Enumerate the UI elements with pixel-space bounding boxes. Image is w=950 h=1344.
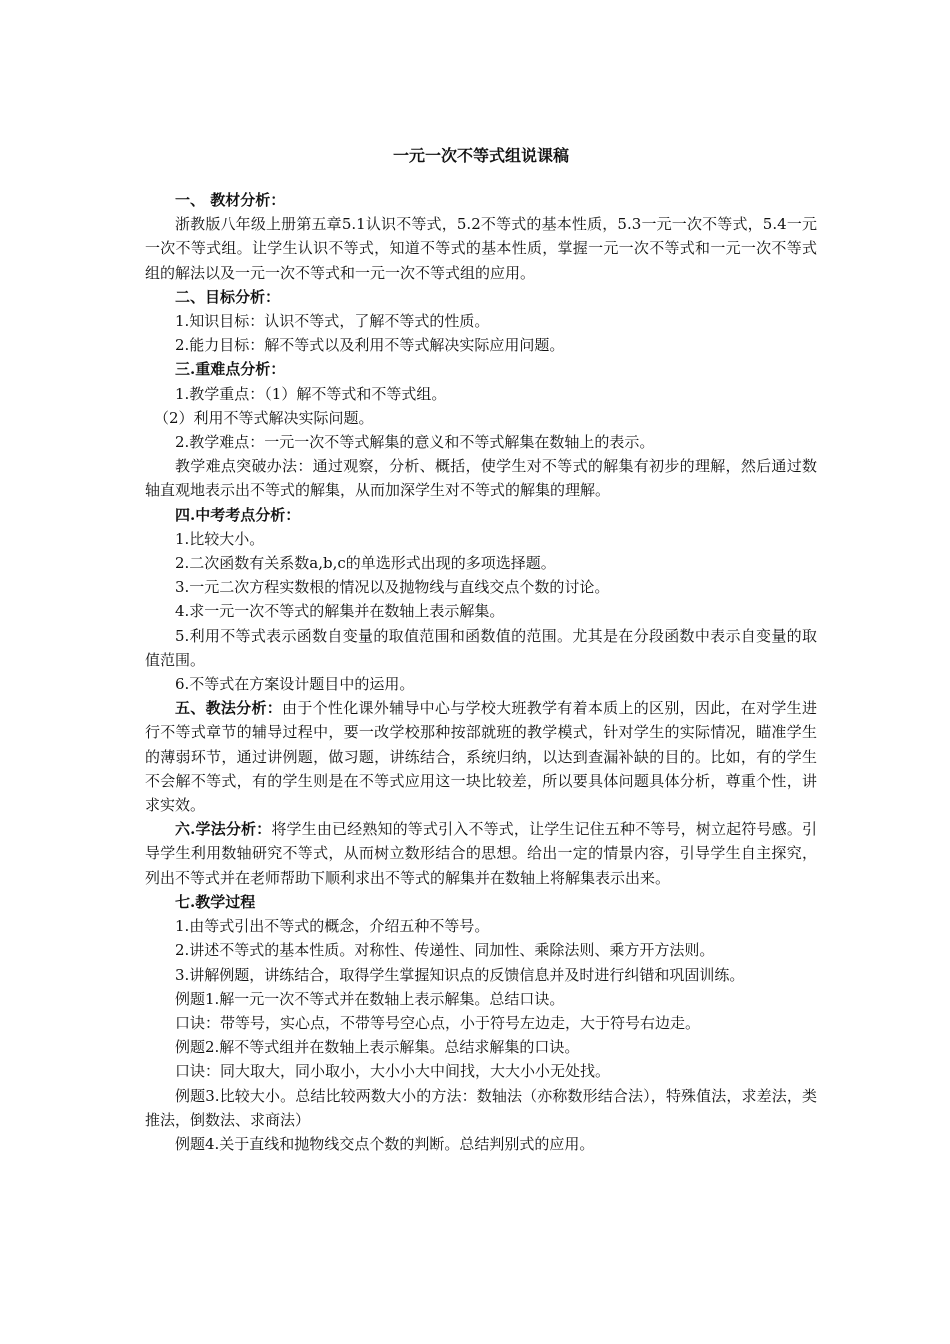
section-heading-exam-points: 四.中考考点分析： bbox=[175, 505, 301, 524]
exam-point-item: 3.一元二次方程实数根的情况以及抛物线与直线交点个数的讨论。 bbox=[175, 578, 610, 597]
goal-item: 2.能力目标：解不等式以及利用不等式解决实际应用问题。 bbox=[175, 336, 565, 355]
section-learning-method bbox=[145, 817, 817, 890]
difficulty-method: 教学难点突破办法：通过观察，分析、概括，使学生对不等式的解集有初步的理解，然后通过数轴直观地表示出不等式的解集，从而加深学生对不等式的解集的理解。 bbox=[145, 457, 817, 500]
section-heading-teaching-method: 五、教法分析： bbox=[175, 699, 283, 718]
section-body-textbook: 浙教版八年级上册第五章5.1认识不等式，5.2不等式的基本性质，5.3一元一次不等式，5.4一元一次不等式组。让学生认识不等式，知道不等式的基本性质，掌握一元一次不等式和一元一次不等式组的解法以及一元一次不等式和一元一次不等式组的应用。 bbox=[145, 215, 817, 282]
exam-point-item: 2.二次函数有关系数a,b,c的单选形式出现的多项选择题。 bbox=[175, 554, 556, 573]
section-heading-textbook: 一、 教材分析： bbox=[175, 191, 286, 209]
key-point-item: 2.教学难点：一元一次不等式解集的意义和不等式解集在数轴上的表示。 bbox=[175, 433, 655, 452]
process-item: 口诀：同大取大，同小取小，大小小大中间找，大大小小无处找。 bbox=[175, 1062, 611, 1081]
section-body-learning-method: 将学生由已经熟知的等式引入不等式，让学生记住五种不等号，树立起符号感。引导学生利用数轴研究不等式，从而树立数形结合的思想。给出一定的情景内容，引导学生自主探究，列出不等式并在老师帮助下顺利求出不等式的解集并在数轴上将解集表示出来。 bbox=[145, 820, 817, 887]
section-heading-learning-method: 六.学法分析： bbox=[175, 820, 272, 839]
process-item: 例题1.解一元一次不等式并在数轴上表示解集。总结口诀。 bbox=[175, 989, 565, 1008]
process-example: 例题3.比较大小。总结比较两数大小的方法：数轴法（亦称数形结合法），特殊值法，求差法，类推法，倒数法、求商法） bbox=[145, 1086, 817, 1129]
process-item: 3.讲解例题，讲练结合，取得学生掌握知识点的反馈信息并及时进行纠错和巩固训练。 bbox=[175, 965, 745, 984]
exam-point-item: 1.比较大小。 bbox=[175, 529, 265, 548]
exam-point-item: 5.利用不等式表示函数自变量的取值范围和函数值的范围。尤其是在分段函数中表示自变量的取值范围。 bbox=[145, 626, 817, 669]
section-heading-process: 七.教学过程 bbox=[175, 892, 256, 911]
exam-point-item: 6.不等式在方案设计题目中的运用。 bbox=[175, 675, 415, 694]
section-body-teaching-method: 由于个性化课外辅导中心与学校大班教学有着本质上的区别，因此，在对学生进行不等式章节的辅导过程中，要一改学校那种按部就班的教学模式，针对学生的实际情况，瞄准学生的薄弱环节，通过讲例题，做习题，讲练结合，系统归纳，以达到查漏补缺的目的。比如，有的学生不会解不等式，有的学生则是在不等式应用这一块比较差，所以要具体问题具体分析，尊重个性，讲求实效。 bbox=[145, 699, 817, 815]
process-item: 口诀：带等号，实心点，不带等号空心点，小于符号左边走，大于符号右边走。 bbox=[175, 1013, 701, 1032]
key-point-item: 1.教学重点：（1）解不等式和不等式组。 bbox=[175, 384, 447, 403]
process-item: 例题2.解不等式组并在数轴上表示解集。总结求解集的口诀。 bbox=[175, 1038, 580, 1057]
document-title: 一元一次不等式组说课稿 bbox=[392, 146, 569, 165]
process-example: 例题4.关于直线和抛物线交点个数的判断。总结判别式的应用。 bbox=[175, 1134, 595, 1153]
section-heading-key-points: 三.重难点分析： bbox=[175, 360, 286, 379]
document-page bbox=[145, 140, 817, 1156]
process-item: 2.讲述不等式的基本性质。对称性、传递性、同加性、乘除法则、乘方开方法则。 bbox=[175, 941, 715, 960]
section-teaching-method bbox=[145, 696, 817, 817]
section-heading-goals: 二、目标分析： bbox=[175, 287, 281, 306]
exam-point-item: 4.求一元一次不等式的解集并在数轴上表示解集。 bbox=[175, 602, 505, 621]
process-item: 1.由等式引出不等式的概念，介绍五种不等号。 bbox=[175, 917, 490, 936]
key-point-subitem: （2）利用不等式解决实际问题。 bbox=[154, 408, 374, 427]
goal-item: 1.知识目标：认识不等式，了解不等式的性质。 bbox=[175, 312, 490, 331]
